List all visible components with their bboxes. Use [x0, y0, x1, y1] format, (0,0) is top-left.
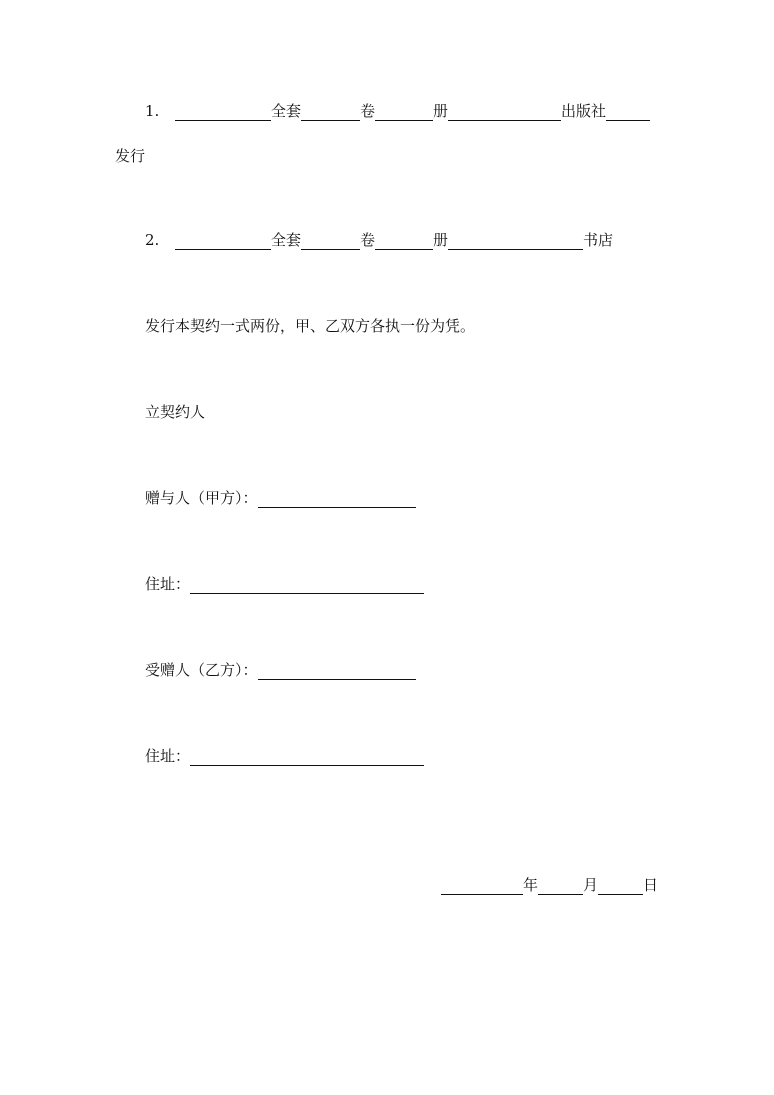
donee-address-line: [145, 746, 424, 766]
item1-publisher-label: 出版社: [561, 102, 607, 120]
donee-name-field[interactable]: [258, 663, 416, 680]
donor-name-field[interactable]: [258, 491, 416, 508]
donee-address-field[interactable]: [190, 749, 424, 766]
item1-set-label: 全套: [271, 102, 302, 120]
year-blank[interactable]: [441, 878, 523, 895]
item2-book-blank[interactable]: [448, 233, 583, 250]
item2-set-blank[interactable]: [301, 233, 360, 250]
item1-publisher-blank[interactable]: [606, 104, 650, 121]
donor-address-label: 住址：: [145, 575, 191, 593]
item2-set-label: 全套: [271, 231, 302, 249]
donee-label: 受赠人（乙方）：: [145, 661, 258, 679]
donee-address-label: 住址：: [145, 747, 191, 765]
date-line: [441, 875, 658, 895]
item1-number: 1.: [145, 102, 160, 120]
donor-address-field[interactable]: [190, 577, 424, 594]
item1-title-blank[interactable]: [175, 104, 271, 121]
donee-line: [145, 660, 416, 680]
item1-continuation: 发行: [115, 147, 146, 165]
item1-line: [145, 101, 650, 121]
item2-line: [145, 230, 613, 250]
item1-set-blank[interactable]: [301, 104, 360, 121]
item2-volume-label: 卷: [360, 231, 376, 249]
item1-book-label: 册: [433, 102, 449, 120]
item2-title-blank[interactable]: [175, 233, 271, 250]
item1-volume-blank[interactable]: [375, 104, 433, 121]
donor-line: [145, 488, 416, 508]
day-label: 日: [643, 876, 659, 894]
item2-volume-blank[interactable]: [375, 233, 433, 250]
item2-number: 2.: [145, 231, 160, 249]
item1-book-blank[interactable]: [448, 104, 561, 121]
item1-volume-label: 卷: [360, 102, 376, 120]
item2-book-label: 册: [433, 231, 449, 249]
statement-text: 发行本契约一式两份，甲、乙双方各执一份为凭。: [145, 317, 476, 335]
day-blank[interactable]: [598, 878, 643, 895]
item2-bookstore-label: 书店: [583, 231, 614, 249]
donor-address-line: [145, 574, 424, 594]
signatories-heading: 立契约人: [145, 403, 206, 421]
month-blank[interactable]: [538, 878, 583, 895]
month-label: 月: [583, 876, 599, 894]
donor-label: 赠与人（甲方）：: [145, 489, 258, 507]
year-label: 年: [523, 876, 539, 894]
